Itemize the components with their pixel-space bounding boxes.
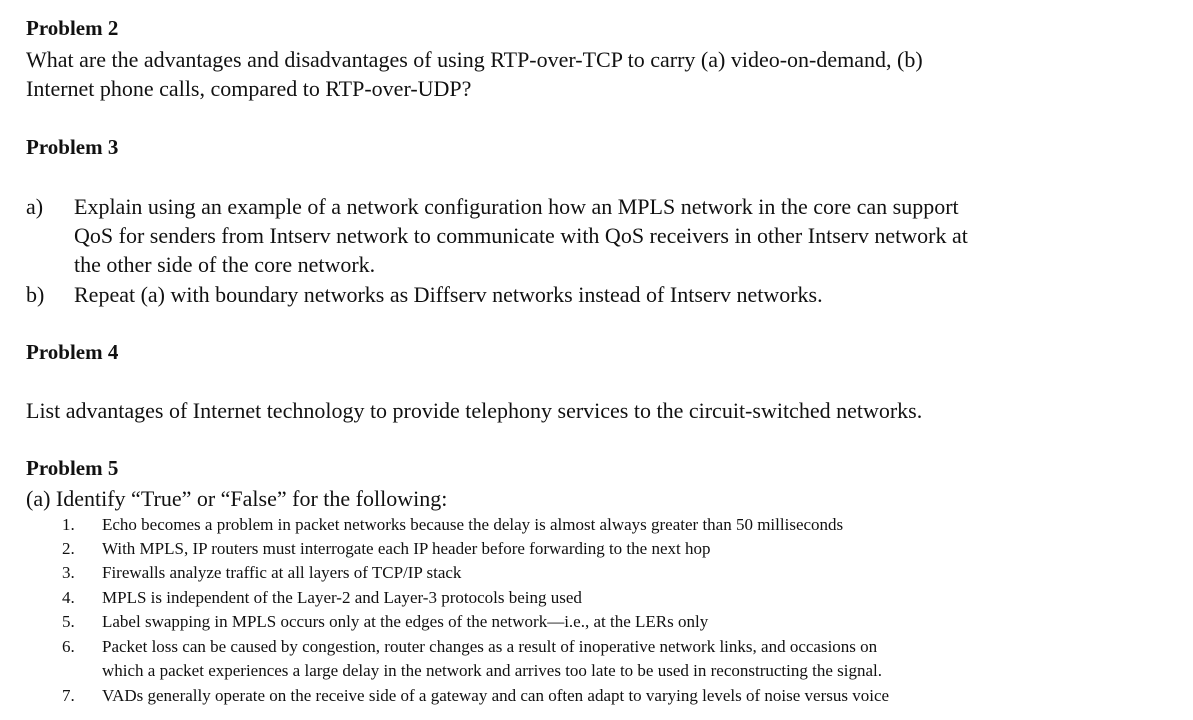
problem-3-heading: Problem 3 [26,135,119,159]
part-a-line: QoS for senders from Intserv network to communicate with QoS receivers in other Intserv network at [74,223,968,248]
part-a-line: the other side of the core network. [74,252,376,277]
item-number: 3. [62,563,75,582]
problem-2-line: Internet phone calls, compared to RTP-over-UDP? [26,76,472,101]
item-number: 5. [62,612,75,631]
item-number: 1. [62,515,75,534]
problem-2-heading: Problem 2 [26,16,119,40]
problem-5-heading: Problem 5 [26,456,119,480]
item-text [102,513,843,537]
item-number: 7. [62,686,75,705]
item-text [102,684,889,708]
item-number: 2. [62,539,75,558]
item-line: Packet loss can be caused by congestion, router changes as a result of inoperative network links, and occasions on [102,637,878,656]
problem-5-part-a-title: (a) Identify “True” or “False” for the following: [26,486,448,511]
item-text [102,537,710,561]
item-line: which a packet experiences a large delay in the network and arrives too late to be used in reconstructing the signal. [102,661,882,680]
part-a-line: Explain using an example of a network configuration how an MPLS network in the core can support [74,194,959,219]
item-text [102,610,708,634]
item-line: MPLS is independent of the Layer-2 and Layer-3 protocols being used [102,588,582,607]
item-text [102,586,582,610]
problem-4-heading: Problem 4 [26,340,119,364]
problem-2-text [26,45,1136,103]
part-a-marker: a) [26,194,44,219]
part-b-marker: b) [26,282,45,307]
item-line: Label swapping in MPLS occurs only at the edges of the network—i.e., at the LERs only [102,612,709,631]
item-line: With MPLS, IP routers must interrogate each IP header before forwarding to the next hop [102,539,711,558]
item-number: 6. [62,637,75,656]
problem-4-text: List advantages of Internet technology to provide telephony services to the circuit-switched networks. [26,398,923,423]
item-line: Firewalls analyze traffic at all layers of TCP/IP stack [102,563,462,582]
item-line: VADs generally operate on the receive side of a gateway and can often adapt to varying levels of noise versus voice [102,686,890,705]
item-text [102,635,882,683]
problem-2-line: What are the advantages and disadvantages of using RTP-over-TCP to carry (a) video-on-demand, (b) [26,47,923,72]
part-b-line: Repeat (a) with boundary networks as Diffserv networks instead of Intserv networks. [74,282,823,307]
item-number: 4. [62,588,75,607]
part-a-text [74,192,968,279]
item-line: Echo becomes a problem in packet networks because the delay is almost always greater than 50 milliseconds [102,515,844,534]
part-b-text [74,280,823,309]
item-text [102,561,461,585]
